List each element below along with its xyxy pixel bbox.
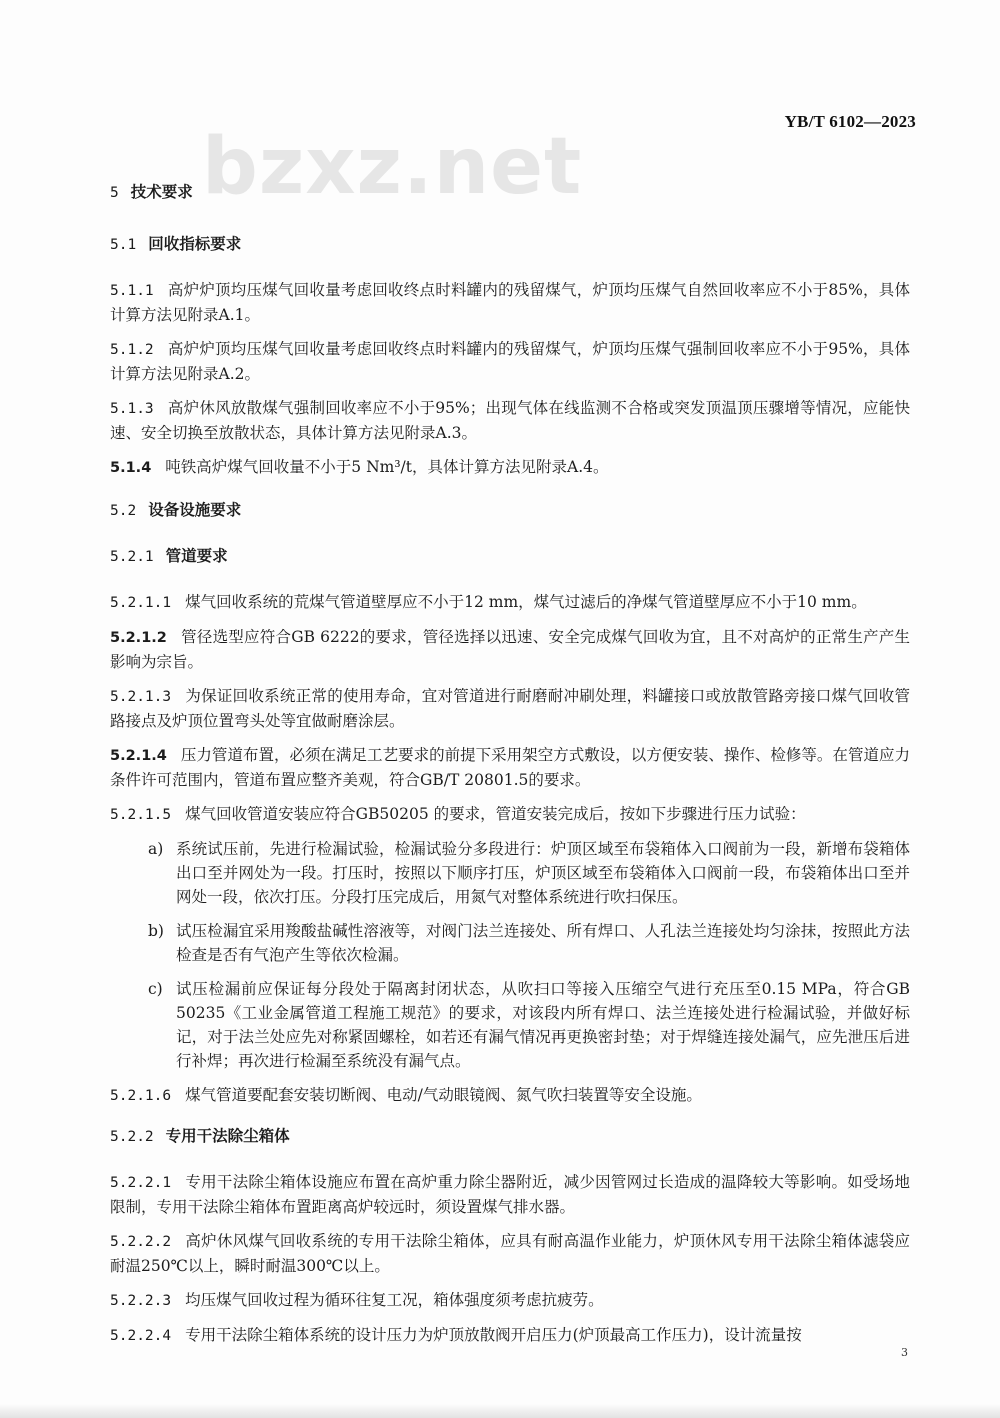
list-item-b [110, 919, 910, 967]
section-heading-5-1 [110, 232, 910, 260]
section-number: 5.2.2 [110, 1129, 154, 1145]
clause-text: 高炉炉顶均压煤气回收量考虑回收终点时料罐内的残留煤气，炉顶均压煤气强制回收率应不小于95%，具体计算方法见附录A.2。 [110, 340, 910, 383]
list-item-c [110, 977, 910, 1073]
clause-5-2-1-6 [110, 1083, 910, 1108]
section-number: 5.2 [110, 503, 137, 519]
clause-5-2-2-3 [110, 1288, 910, 1313]
clause-text: 管径选型应符合GB 6222的要求，管径选择以迅速、安全完成煤气回收为宜，且不对高炉的正常生产产生影响为宗旨。 [110, 628, 910, 671]
clause-number: 5.1.1 [110, 283, 154, 299]
clause-5-1-1 [110, 278, 910, 327]
section-heading-5-2 [110, 498, 910, 526]
clause-text: 煤气管道要配套安装切断阀、电动/气动眼镜阀、氮气吹扫装置等安全设施。 [185, 1086, 702, 1104]
clause-text: 高炉休风放散煤气强制回收率应不小于95%；出现气体在线监测不合格或突发顶温顶压骤增等情况，应能快速、安全切换至放散状态，具体计算方法见附录A.3。 [110, 399, 910, 442]
page-bottom-edge [0, 1404, 1000, 1418]
clause-5-2-1-2 [110, 625, 910, 674]
section-title: 管道要求 [165, 546, 228, 565]
clause-text: 高炉休风煤气回收系统的专用干法除尘箱体，应具有耐高温作业能力，炉顶休风专用干法除尘箱体滤袋应耐温250℃以上，瞬时耐温300℃以上。 [110, 1232, 910, 1275]
list-marker: b) [148, 922, 164, 940]
clause-number: 5.2.1.4 [110, 748, 167, 764]
clause-5-2-1-1 [110, 590, 910, 615]
clause-5-2-2-2 [110, 1229, 910, 1278]
clause-text: 为保证回收系统正常的使用寿命，宜对管道进行耐磨耐冲刷处理，料罐接口或放散管路旁接口煤气回收管路接点及炉顶位置弯头处等宜做耐磨涂层。 [110, 687, 910, 730]
list-item-text: 试压检漏宜采用羧酸盐碱性溶液等，对阀门法兰连接处、所有焊口、人孔法兰连接处均匀涂抹，按照此方法检查是否有气泡产生等依次检漏。 [176, 922, 910, 964]
clause-text: 压力管道布置，必须在满足工艺要求的前提下采用架空方式敷设，以方便安装、操作、检修等。在管道应力条件许可范围内，管道布置应整齐美观，符合GB/T 20801.5的要求。 [110, 746, 910, 789]
section-number: 5.1 [110, 237, 137, 253]
clause-text: 煤气回收系统的荒煤气管道壁厚应不小于12 mm，煤气过滤后的净煤气管道壁厚应不小于10 mm。 [185, 593, 867, 611]
clause-number: 5.2.1.3 [110, 689, 172, 705]
section-heading-5-2-2 [110, 1124, 910, 1152]
clause-text: 专用干法除尘箱体设施应布置在高炉重力除尘器附近，减少因管网过长造成的温降较大等影响。如受场地限制，专用干法除尘箱体布置距离高炉较远时，须设置煤气排水器。 [110, 1173, 910, 1216]
section-heading-5-2-1 [110, 544, 910, 572]
clause-text: 均压煤气回收过程为循环往复工况，箱体强度须考虑抗疲劳。 [185, 1291, 604, 1309]
section-number: 5.2.1 [110, 549, 154, 565]
clause-text: 高炉炉顶均压煤气回收量考虑回收终点时料罐内的残留煤气，炉顶均压煤气自然回收率应不小于85%，具体计算方法见附录A.1。 [110, 281, 910, 324]
section-number: 5 [110, 185, 119, 201]
clause-number: 5.2.1.5 [110, 807, 172, 823]
watermark-text: bzxz.net [202, 122, 583, 212]
list-item-text: 系统试压前，先进行检漏试验，检漏试验分多段进行：炉顶区域至布袋箱体入口阀前为一段，新增布袋箱体出口至并网处为一段。打压时，按照以下顺序打压，炉顶区域至布袋箱体入口阀前一段，布袋箱体出口至并网处一段，依次打压。分段打压完成后，用氮气对整体系统进行吹扫保压。 [176, 840, 910, 906]
list-marker: c) [148, 980, 163, 998]
clause-number: 5.1.3 [110, 401, 154, 417]
standard-code: YB/T 6102—2023 [784, 112, 916, 131]
clause-5-2-2-4 [110, 1323, 910, 1348]
list-item-a [110, 837, 910, 909]
clause-5-1-3 [110, 396, 910, 445]
section-title: 专用干法除尘箱体 [165, 1126, 290, 1145]
clause-5-1-4 [110, 455, 910, 480]
clause-number: 5.2.1.2 [110, 630, 167, 646]
section-title: 回收指标要求 [148, 234, 242, 253]
clause-5-2-1-5 [110, 802, 910, 827]
clause-number: 5.2.1.1 [110, 595, 172, 611]
clause-5-2-1-4 [110, 743, 910, 792]
clause-text: 煤气回收管道安装应符合GB50205 的要求，管道安装完成后，按如下步骤进行压力试验： [185, 805, 806, 823]
clause-number: 5.2.2.4 [110, 1328, 172, 1344]
clause-number: 5.2.2.3 [110, 1293, 172, 1309]
clause-number: 5.1.2 [110, 342, 154, 358]
clause-number: 5.2.1.6 [110, 1088, 172, 1104]
section-title: 技术要求 [130, 182, 193, 201]
clause-5-1-2 [110, 337, 910, 386]
clause-5-2-2-1 [110, 1170, 910, 1219]
list-item-text: 试压检漏前应保证每分段处于隔离封闭状态，从吹扫口等接入压缩空气进行充压至0.15 MPa，符合GB 50235《工业金属管道工程施工规范》的要求，对该段内所有焊口、法兰连接处进行检漏试验，并做好标记，对于法兰处应先对称紧固螺栓，如若还有漏气情况再更换密封垫；对于焊缝连接处漏气，应先泄压后进行补焊；再次进行检漏至系统没有漏气点。 [176, 980, 910, 1070]
clause-5-2-1-3 [110, 684, 910, 733]
page-number: 3 [901, 1346, 908, 1359]
list-marker: a) [148, 840, 164, 858]
section-heading-5 [110, 180, 910, 208]
clause-number: 5.2.2.1 [110, 1175, 172, 1191]
section-title: 设备设施要求 [148, 500, 242, 519]
document-body [110, 180, 910, 1358]
clause-number: 5.1.4 [110, 460, 152, 476]
clause-text: 专用干法除尘箱体系统的设计压力为炉顶放散阀开启压力(炉顶最高工作压力)，设计流量按 [185, 1326, 802, 1344]
clause-text: 吨铁高炉煤气回收量不小于5 Nm³/t，具体计算方法见附录A.4。 [165, 458, 609, 476]
clause-number: 5.2.2.2 [110, 1234, 172, 1250]
